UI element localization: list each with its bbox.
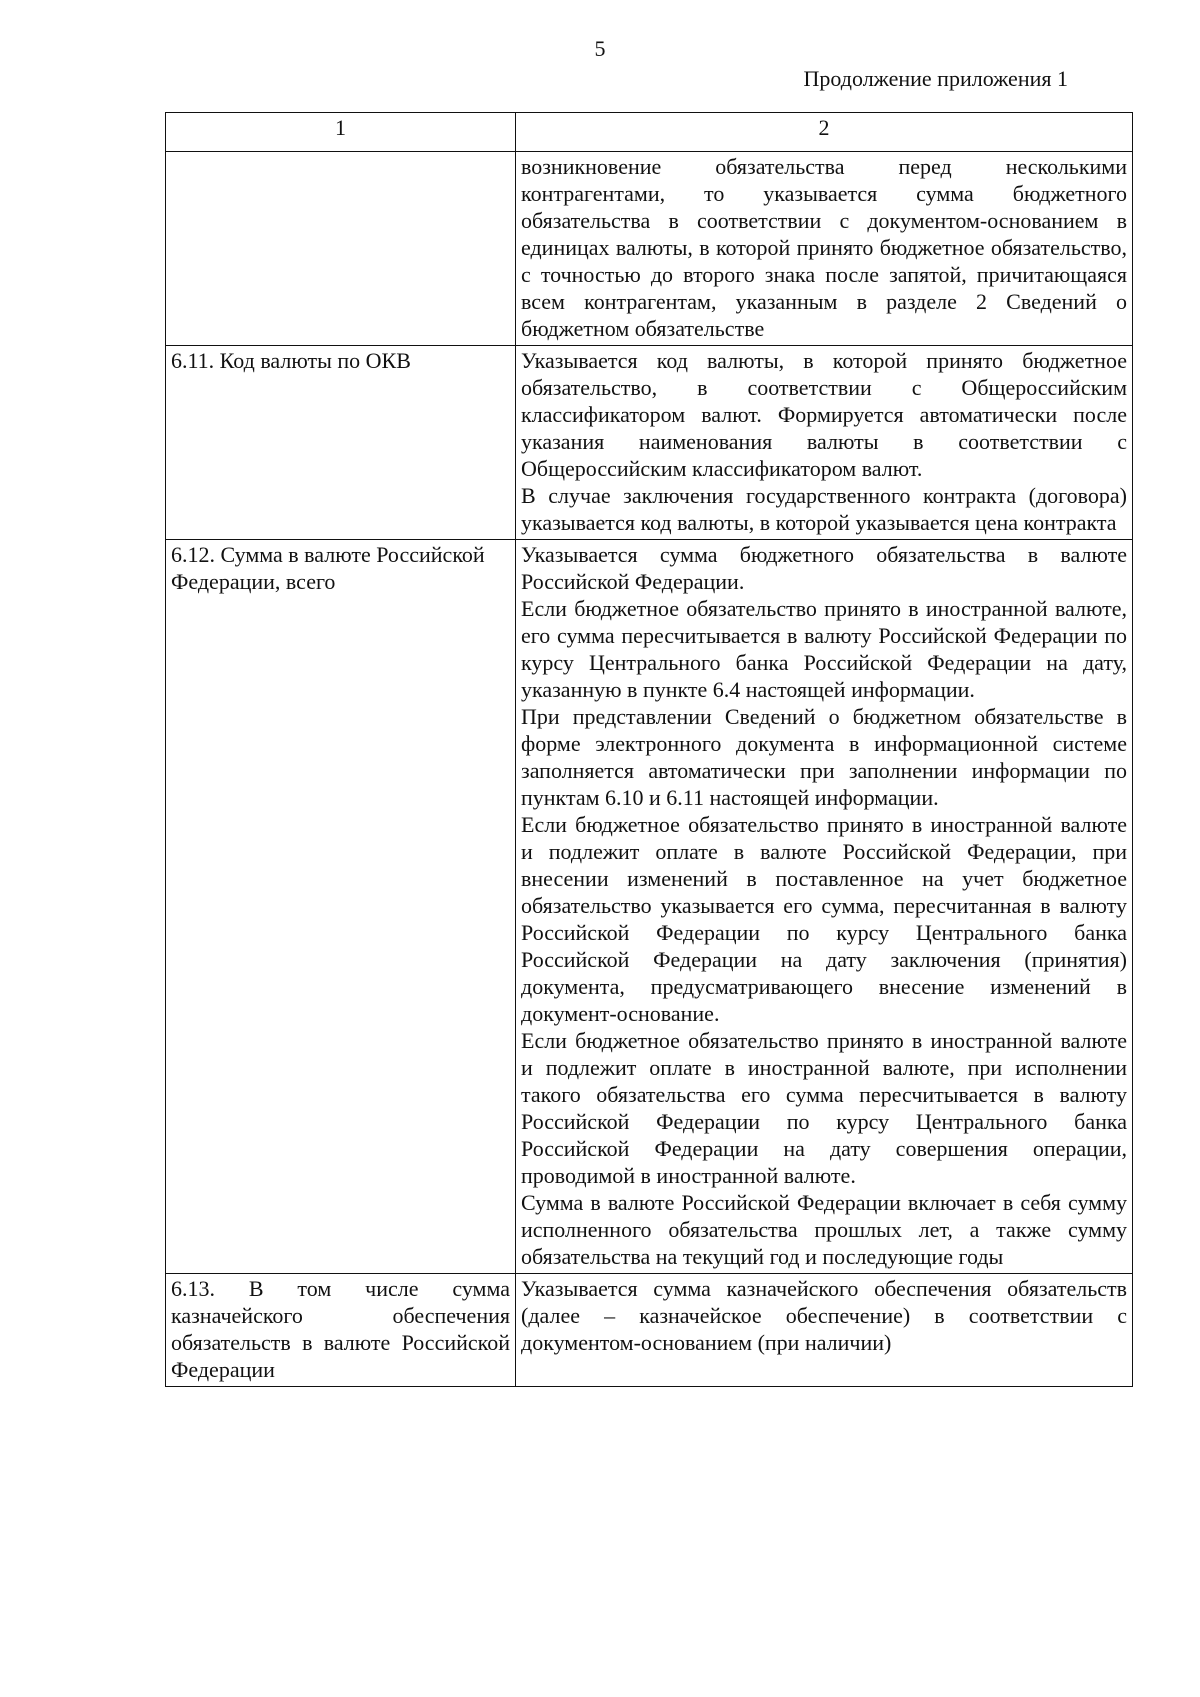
description-paragraph: возникновение обязательства перед несколькими контрагентами, то указывается сумма бюджетного обязательства в соответствии с документом-основанием в единицах валюты, в которой принято бюджетное обязательство, с точностью до второго знака после запятой, причитающаяся всем контрагентам, указанным в разделе 2 Сведений о бюджетном обязательстве	[521, 154, 1127, 341]
item-name	[166, 152, 516, 346]
description-paragraph: При представлении Сведений о бюджетном обязательстве в форме электронного документа в информационной системе заполняется автоматически при заполнении информации по пунктам 6.10 и 6.11 настоящей информации.	[521, 704, 1127, 810]
table-row	[166, 152, 1133, 346]
table-row	[166, 1274, 1133, 1387]
item-description	[516, 346, 1133, 540]
description-paragraph: Если бюджетное обязательство принято в иностранной валюте и подлежит оплате в иностранной валюте, при исполнении такого обязательства его сумма пересчитывается в валюту Российской Федерации по курсу Центрального банка Российской Федерации на дату совершения операции, проводимой в иностранной валюте.	[521, 1028, 1127, 1188]
description-paragraph: Указывается сумма бюджетного обязательства в валюте Российской Федерации.	[521, 542, 1127, 594]
description-paragraph: Сумма в валюте Российской Федерации включает в себя сумму исполненного обязательства прошлых лет, а также сумму обязательства на текущий год и последующие годы	[521, 1190, 1127, 1269]
description-paragraph: В случае заключения государственного контракта (договора) указывается код валюты, в которой указывается цена контракта	[521, 483, 1127, 535]
item-description	[516, 1274, 1133, 1387]
continuation-label: Продолжение приложения 1	[803, 66, 1068, 91]
header-col-1: 1	[166, 113, 516, 152]
item-description	[516, 540, 1133, 1274]
description-paragraph: Если бюджетное обязательство принято в иностранной валюте и подлежит оплате в валюте Российской Федерации, при внесении изменений в поставленное на учет бюджетное обязательство указывается его сумма, пересчитанная в валюту Российской Федерации по курсу Центрального банка Российской Федерации на дату заключения (принятия) документа, предусматривающего внесение изменений в документ-основание.	[521, 812, 1127, 1026]
appendix-table	[165, 112, 1133, 1387]
table-row	[166, 346, 1133, 540]
description-paragraph: Если бюджетное обязательство принято в иностранной валюте, его сумма пересчитывается в валюту Российской Федерации по курсу Центрального банка Российской Федерации на дату, указанную в пункте 6.4 настоящей информации.	[521, 596, 1127, 702]
page-number: 5	[594, 36, 606, 61]
item-description	[516, 152, 1133, 346]
header-col-2: 2	[516, 113, 1133, 152]
table-row	[166, 540, 1133, 1274]
description-paragraph: Указывается сумма казначейского обеспечения обязательств (далее – казначейское обеспечение) в соответствии с документом-основанием (при наличии)	[521, 1276, 1127, 1355]
item-name: 6.11. Код валюты по ОКВ	[166, 346, 516, 540]
table-header-row	[166, 113, 1133, 152]
description-paragraph: Указывается код валюты, в которой принято бюджетное обязательство, в соответствии с Общероссийским классификатором валют. Формируется автоматически после указания наименования валюты в соответствии с Общероссийским классификатором валют.	[521, 348, 1127, 481]
item-name: 6.12. Сумма в валюте Российской Федерации, всего	[166, 540, 516, 1274]
item-name: 6.13. В том числе сумма казначейского обеспечения обязательств в валюте Российской Федерации	[166, 1274, 516, 1387]
